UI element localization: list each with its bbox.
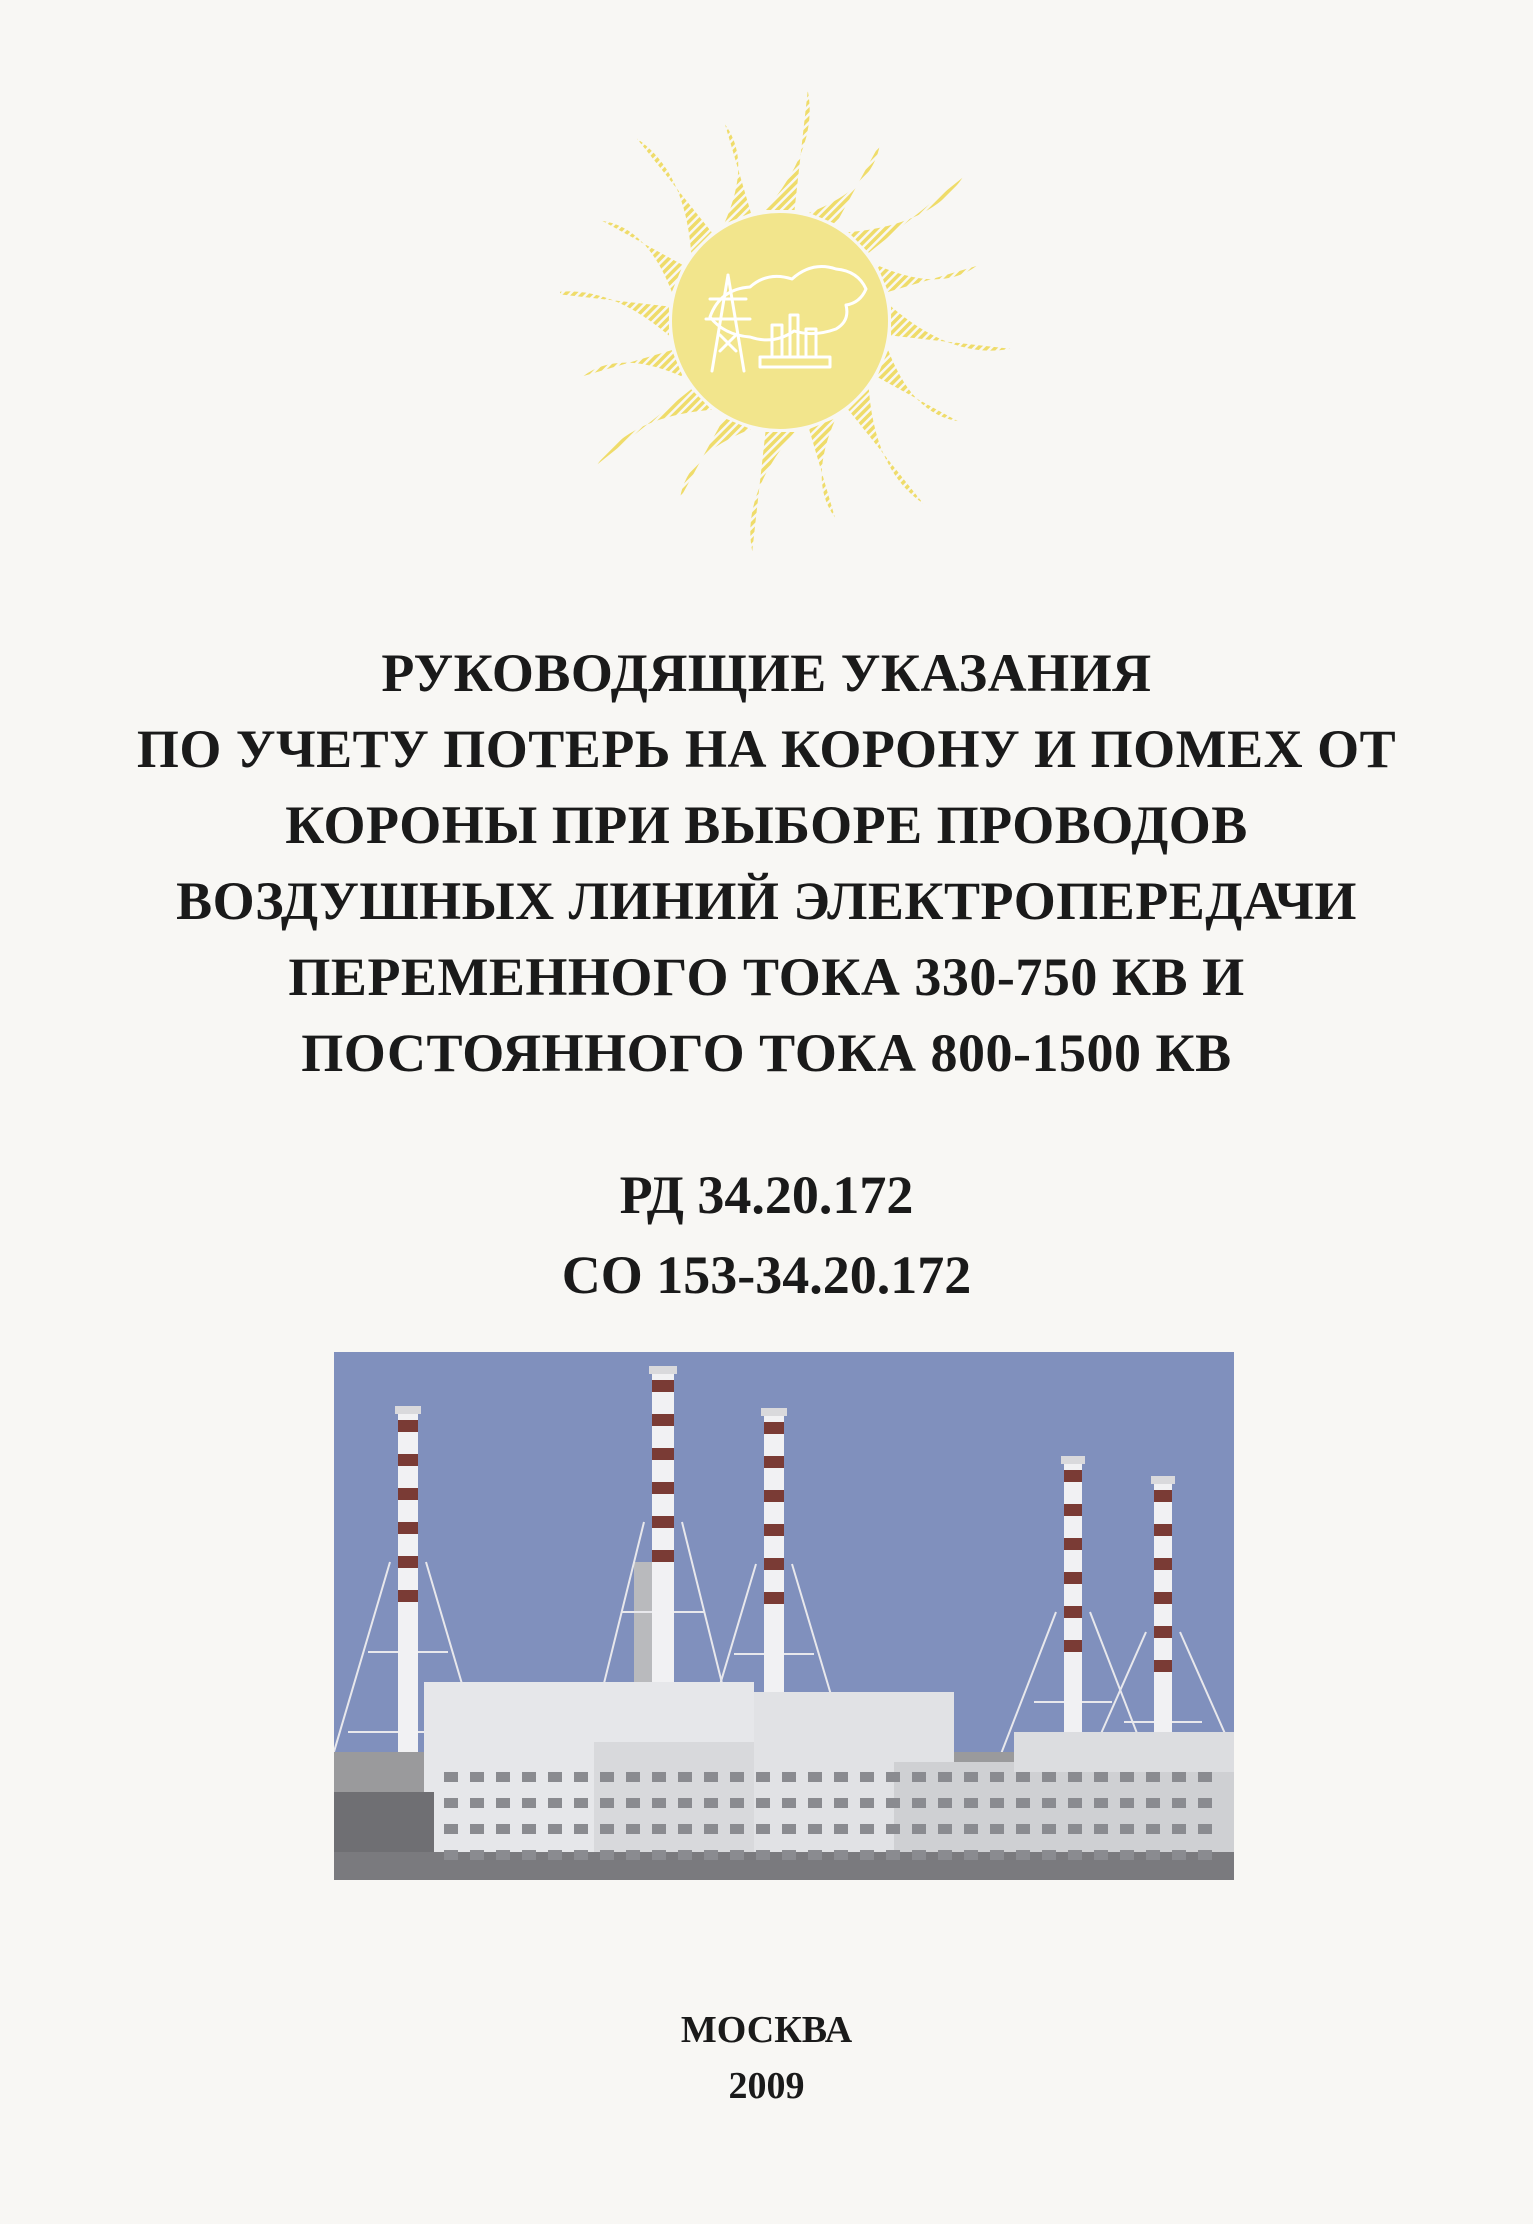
building-window: [548, 1850, 562, 1860]
building-window: [600, 1798, 614, 1808]
imprint-year: 2009: [728, 2065, 805, 2107]
building-window: [964, 1850, 978, 1860]
building-window: [964, 1798, 978, 1808]
building-window: [444, 1824, 458, 1834]
stack-band: [764, 1524, 784, 1536]
building-window: [1042, 1850, 1056, 1860]
stack-band: [1154, 1592, 1172, 1604]
building-window: [990, 1824, 1004, 1834]
building-window: [600, 1772, 614, 1782]
building-window: [834, 1850, 848, 1860]
building-window: [444, 1772, 458, 1782]
building-window: [730, 1824, 744, 1834]
building-window: [522, 1850, 536, 1860]
title-line: ПОСТОЯННОГО ТОКА 800-1500 КВ: [301, 1023, 1232, 1083]
building-window: [652, 1798, 666, 1808]
document-title: [80, 635, 1453, 1091]
building-window: [808, 1798, 822, 1808]
stack-band: [1064, 1606, 1082, 1618]
building-window: [1120, 1772, 1134, 1782]
stack-band: [1064, 1538, 1082, 1550]
building-window: [678, 1772, 692, 1782]
building-window: [704, 1798, 718, 1808]
building-window: [652, 1772, 666, 1782]
building-window: [990, 1850, 1004, 1860]
building-window: [1146, 1798, 1160, 1808]
building-window: [600, 1824, 614, 1834]
imprint: [80, 2002, 1453, 2114]
building-window: [1198, 1798, 1212, 1808]
building-window: [1172, 1824, 1186, 1834]
sun-ray: [809, 143, 880, 224]
building-window: [1068, 1772, 1082, 1782]
sun-ray: [809, 418, 836, 517]
stack-cap: [395, 1406, 421, 1414]
building-window: [912, 1824, 926, 1834]
building-window: [756, 1798, 770, 1808]
title-line: ПЕРЕМЕННОГО ТОКА 330-750 КВ И: [288, 947, 1245, 1007]
building-window: [1016, 1798, 1030, 1808]
building-window: [912, 1772, 926, 1782]
stack-band: [1154, 1626, 1172, 1638]
building-window: [860, 1824, 874, 1834]
document-codes: [80, 1155, 1453, 1315]
title-line: ПО УЧЕТУ ПОТЕРЬ НА КОРОНУ И ПОМЕХ ОТ: [136, 719, 1397, 779]
building-window: [704, 1850, 718, 1860]
building-window: [1172, 1772, 1186, 1782]
building-window: [756, 1850, 770, 1860]
building-window: [574, 1772, 588, 1782]
rd-code: РД 34.20.172: [619, 1165, 914, 1225]
stack-band: [764, 1422, 784, 1434]
building-window: [1016, 1824, 1030, 1834]
building-window: [574, 1850, 588, 1860]
sun-ray: [584, 350, 683, 377]
imprint-city: МОСКВА: [680, 2009, 853, 2051]
building-window: [1094, 1824, 1108, 1834]
building-window: [756, 1824, 770, 1834]
building-window: [886, 1772, 900, 1782]
so-code: СО 153-34.20.172: [561, 1245, 972, 1305]
stack-band: [398, 1590, 418, 1602]
building-window: [834, 1824, 848, 1834]
building-window: [522, 1824, 536, 1834]
building-window: [496, 1850, 510, 1860]
building-window: [626, 1798, 640, 1808]
building-window: [1094, 1850, 1108, 1860]
building-window: [1120, 1824, 1134, 1834]
stack-cap: [1061, 1456, 1085, 1464]
stack-band: [652, 1550, 674, 1562]
building-window: [834, 1772, 848, 1782]
building-window: [704, 1772, 718, 1782]
building-window: [470, 1850, 484, 1860]
building-window: [548, 1798, 562, 1808]
sun-ray: [597, 389, 711, 464]
building-window: [470, 1824, 484, 1834]
building-window: [678, 1824, 692, 1834]
stack-band: [764, 1456, 784, 1468]
sun-ray: [877, 265, 976, 292]
sun-ray: [560, 291, 669, 335]
building-window: [1120, 1850, 1134, 1860]
building-window: [938, 1824, 952, 1834]
building-window: [1198, 1850, 1212, 1860]
building-window: [522, 1798, 536, 1808]
building-window: [548, 1772, 562, 1782]
sun-ray: [891, 306, 1010, 350]
building-window: [912, 1798, 926, 1808]
stack-band: [652, 1482, 674, 1494]
stack-band: [1064, 1640, 1082, 1652]
power-plant-photo: [334, 1352, 1234, 1880]
building-window: [1172, 1850, 1186, 1860]
stack-band: [1154, 1490, 1172, 1502]
building-window: [1146, 1850, 1160, 1860]
sun-ray: [637, 138, 712, 252]
building-window: [1042, 1772, 1056, 1782]
building-window: [782, 1772, 796, 1782]
building-window: [574, 1824, 588, 1834]
stack-band: [398, 1556, 418, 1568]
building-window: [678, 1850, 692, 1860]
stack-band: [652, 1516, 674, 1528]
building-window: [782, 1798, 796, 1808]
stack-band: [1064, 1470, 1082, 1482]
building-window: [912, 1850, 926, 1860]
building-window: [886, 1850, 900, 1860]
building-window: [860, 1850, 874, 1860]
stack-band: [652, 1414, 674, 1426]
building-window: [782, 1824, 796, 1834]
stack-band: [1154, 1660, 1172, 1672]
sun-ray: [724, 125, 751, 224]
stack-band: [764, 1592, 784, 1604]
building-window: [730, 1798, 744, 1808]
sun-ray: [680, 418, 751, 499]
sun-ray: [848, 178, 962, 253]
building-window: [548, 1824, 562, 1834]
building-window: [496, 1772, 510, 1782]
building-window: [1172, 1798, 1186, 1808]
building-window: [1068, 1798, 1082, 1808]
building-window: [808, 1850, 822, 1860]
building-window: [860, 1772, 874, 1782]
stack-band: [398, 1420, 418, 1432]
stack-band: [764, 1490, 784, 1502]
stack-band: [1064, 1572, 1082, 1584]
stack-cap: [649, 1366, 677, 1374]
stack-band: [398, 1488, 418, 1500]
sun-ray: [750, 432, 794, 551]
building-window: [652, 1824, 666, 1834]
stack-band: [652, 1448, 674, 1460]
building-window: [964, 1824, 978, 1834]
building-window: [600, 1850, 614, 1860]
building-window: [756, 1772, 770, 1782]
building-window: [522, 1772, 536, 1782]
building-window: [496, 1824, 510, 1834]
building-window: [1068, 1824, 1082, 1834]
building-window: [626, 1772, 640, 1782]
building-window: [938, 1772, 952, 1782]
building-window: [1068, 1850, 1082, 1860]
sun-ray: [848, 389, 923, 503]
building-window: [1016, 1772, 1030, 1782]
building-window: [1120, 1798, 1134, 1808]
stack-cap: [761, 1408, 787, 1416]
building-window: [470, 1798, 484, 1808]
building-window: [808, 1772, 822, 1782]
building-window: [938, 1850, 952, 1860]
building-window: [1094, 1798, 1108, 1808]
title-line: РУКОВОДЯЩИЕ УКАЗАНИЯ: [381, 643, 1152, 703]
building-window: [964, 1772, 978, 1782]
building-window: [626, 1824, 640, 1834]
building-window: [496, 1798, 510, 1808]
building-window: [1016, 1850, 1030, 1860]
building-window: [652, 1850, 666, 1860]
sun-ray: [765, 91, 809, 210]
building-window: [730, 1850, 744, 1860]
building-window: [808, 1824, 822, 1834]
building-window: [678, 1798, 692, 1808]
stack-band: [652, 1380, 674, 1392]
sun-emblem-icon: [560, 85, 1060, 585]
building-window: [886, 1824, 900, 1834]
building-window: [626, 1850, 640, 1860]
building-window: [834, 1798, 848, 1808]
building-window: [1146, 1824, 1160, 1834]
stack-band: [1064, 1504, 1082, 1516]
building-window: [1094, 1772, 1108, 1782]
stack-band: [764, 1558, 784, 1570]
building-window: [444, 1850, 458, 1860]
stack-band: [1154, 1524, 1172, 1536]
building-window: [444, 1798, 458, 1808]
building-window: [1042, 1798, 1056, 1808]
sun-ray: [877, 350, 958, 421]
building-window: [470, 1772, 484, 1782]
title-line: ВОЗДУШНЫХ ЛИНИЙ ЭЛЕКТРОПЕРЕДАЧИ: [176, 871, 1357, 931]
stack-band: [1154, 1558, 1172, 1570]
building-window: [730, 1772, 744, 1782]
title-line: КОРОНЫ ПРИ ВЫБОРЕ ПРОВОДОВ: [285, 795, 1248, 855]
building-window: [990, 1798, 1004, 1808]
stack-cap: [1151, 1476, 1175, 1484]
building-window: [1198, 1772, 1212, 1782]
building-window: [782, 1850, 796, 1860]
sun-ray: [602, 221, 683, 292]
building-window: [1042, 1824, 1056, 1834]
building-window: [1146, 1772, 1160, 1782]
building-window: [886, 1798, 900, 1808]
stack-band: [398, 1522, 418, 1534]
stack-band: [398, 1454, 418, 1466]
building-window: [1198, 1824, 1212, 1834]
building-window: [704, 1824, 718, 1834]
building-window: [574, 1798, 588, 1808]
building-window: [860, 1798, 874, 1808]
building-window: [938, 1798, 952, 1808]
building-window: [990, 1772, 1004, 1782]
